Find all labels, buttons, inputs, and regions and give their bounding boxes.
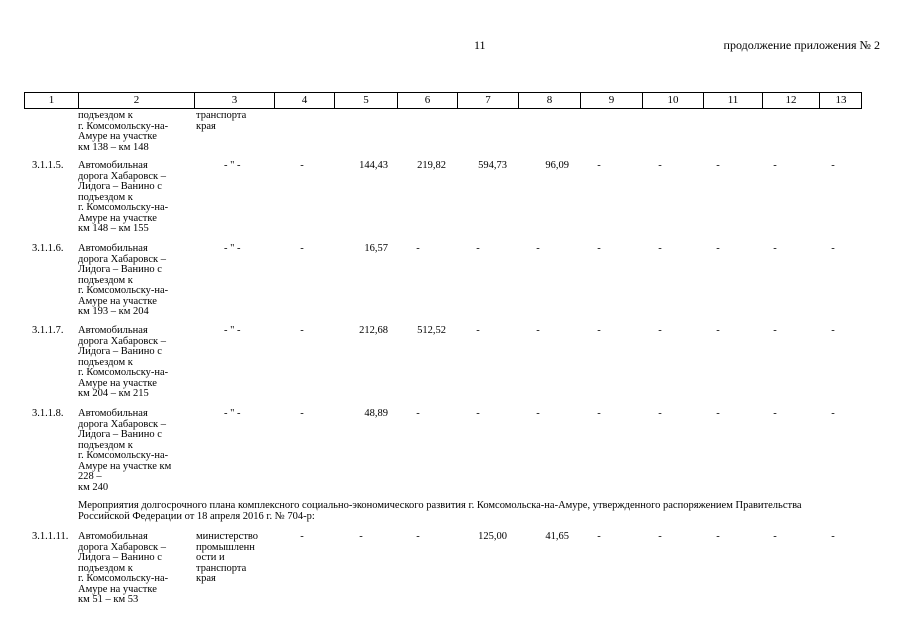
cell-c5: 16,57: [364, 243, 388, 254]
cell-c11: -: [716, 408, 720, 419]
cell-c10: -: [658, 408, 662, 419]
cell-c4: -: [300, 325, 304, 336]
cell-c4: -: [300, 408, 304, 419]
row-name: подъездом к г. Комсомольску-на- Амуре на участке км 138 – км 148: [78, 110, 169, 153]
cell-c5: 48,89: [364, 408, 388, 419]
cell-c12: -: [773, 408, 777, 419]
header-col-8: 8: [519, 93, 581, 108]
header-col-3: 3: [195, 93, 275, 108]
cell-c13: -: [831, 243, 835, 254]
cell-c13: -: [831, 325, 835, 336]
cell-c8: -: [536, 325, 540, 336]
cell-c5: 144,43: [359, 160, 388, 171]
row-name: Автомобильная дорога Хабаровск – Лидога – Ванино с подъездом к г. Комсомольску-на- Амуре на участке км 148 – км 155: [78, 160, 169, 234]
cell-c10: -: [658, 243, 662, 254]
cell-c4: -: [300, 160, 304, 171]
cell-c6: 219,82: [417, 160, 446, 171]
cell-c11: -: [716, 325, 720, 336]
cell-c6: -: [416, 408, 420, 419]
cell-c5: -: [359, 531, 363, 542]
row-name: Автомобильная дорога Хабаровск – Лидога – Ванино с подъездом к г. Комсомольску-на- Амуре на участке км 228 – км 240: [78, 408, 172, 493]
cell-c7: 594,73: [478, 160, 507, 171]
cell-c9: -: [597, 160, 601, 171]
cell-c12: -: [773, 531, 777, 542]
cell-c13: -: [831, 531, 835, 542]
cell-c10: -: [658, 325, 662, 336]
row-responsible: - " -: [224, 325, 241, 336]
header-col-2: 2: [79, 93, 195, 108]
cell-c4: -: [300, 531, 304, 542]
row-responsible: - " -: [224, 243, 241, 254]
section-note: Мероприятия долгосрочного плана комплексного социально-экономического развития г. Комсомольска-на-Амуре, утвержденного распоряжением Правительства Российской Федерации от 18 апреля 2016 г. № 704-р:: [78, 500, 802, 522]
header-col-12: 12: [763, 93, 820, 108]
header-col-1: 1: [25, 93, 79, 108]
row-id: 3.1.1.8.: [32, 408, 64, 419]
cell-c4: -: [300, 243, 304, 254]
row-id: 3.1.1.5.: [32, 160, 64, 171]
cell-c5: 212,68: [359, 325, 388, 336]
page-number: 11: [474, 38, 486, 52]
header-col-5: 5: [335, 93, 398, 108]
row-id: 3.1.1.11.: [32, 531, 69, 542]
cell-c10: -: [658, 531, 662, 542]
row-responsible: - " -: [224, 408, 241, 419]
header-col-9: 9: [581, 93, 643, 108]
cell-c6: 512,52: [417, 325, 446, 336]
row-id: 3.1.1.7.: [32, 325, 64, 336]
cell-c12: -: [773, 325, 777, 336]
cell-c10: -: [658, 160, 662, 171]
cell-c6: -: [416, 531, 420, 542]
cell-c7: -: [476, 408, 480, 419]
row-name: Автомобильная дорога Хабаровск – Лидога – Ванино с подъездом к г. Комсомольску-на- Амуре на участке км 193 – км 204: [78, 243, 169, 317]
cell-c11: -: [716, 243, 720, 254]
cell-c9: -: [597, 325, 601, 336]
row-id: 3.1.1.6.: [32, 243, 64, 254]
header-col-10: 10: [643, 93, 704, 108]
cell-c8: 41,65: [545, 531, 569, 542]
cell-c11: -: [716, 531, 720, 542]
cell-c9: -: [597, 531, 601, 542]
header-col-11: 11: [704, 93, 763, 108]
row-name: Автомобильная дорога Хабаровск – Лидога – Ванино с подъездом к г. Комсомольску-на- Амуре на участке км 204 – км 215: [78, 325, 169, 399]
cell-c12: -: [773, 243, 777, 254]
header-col-7: 7: [458, 93, 519, 108]
row-responsible: - " -: [224, 160, 241, 171]
header-col-13: 13: [835, 94, 847, 106]
cell-c12: -: [773, 160, 777, 171]
cell-c7: -: [476, 325, 480, 336]
cell-c7: -: [476, 243, 480, 254]
table-header: [24, 92, 862, 109]
cell-c13: -: [831, 160, 835, 171]
cell-c8: -: [536, 243, 540, 254]
cell-c9: -: [597, 243, 601, 254]
continuation-label: продолжение приложения № 2: [723, 38, 880, 52]
row-name: Автомобильная дорога Хабаровск – Лидога – Ванино с подъездом к г. Комсомольску-на- Амуре на участке км 51 – км 53: [78, 531, 169, 605]
cell-c9: -: [597, 408, 601, 419]
cell-c6: -: [416, 243, 420, 254]
header-col-4: 4: [275, 93, 335, 108]
cell-c11: -: [716, 160, 720, 171]
cell-c8: -: [536, 408, 540, 419]
row-responsible: транспорта края: [196, 110, 247, 132]
row-responsible: министерство промышленн ости и транспорта края: [196, 531, 259, 584]
cell-c8: 96,09: [545, 160, 569, 171]
header-col-6: 6: [398, 93, 458, 108]
cell-c13: -: [831, 408, 835, 419]
cell-c7: 125,00: [478, 531, 507, 542]
